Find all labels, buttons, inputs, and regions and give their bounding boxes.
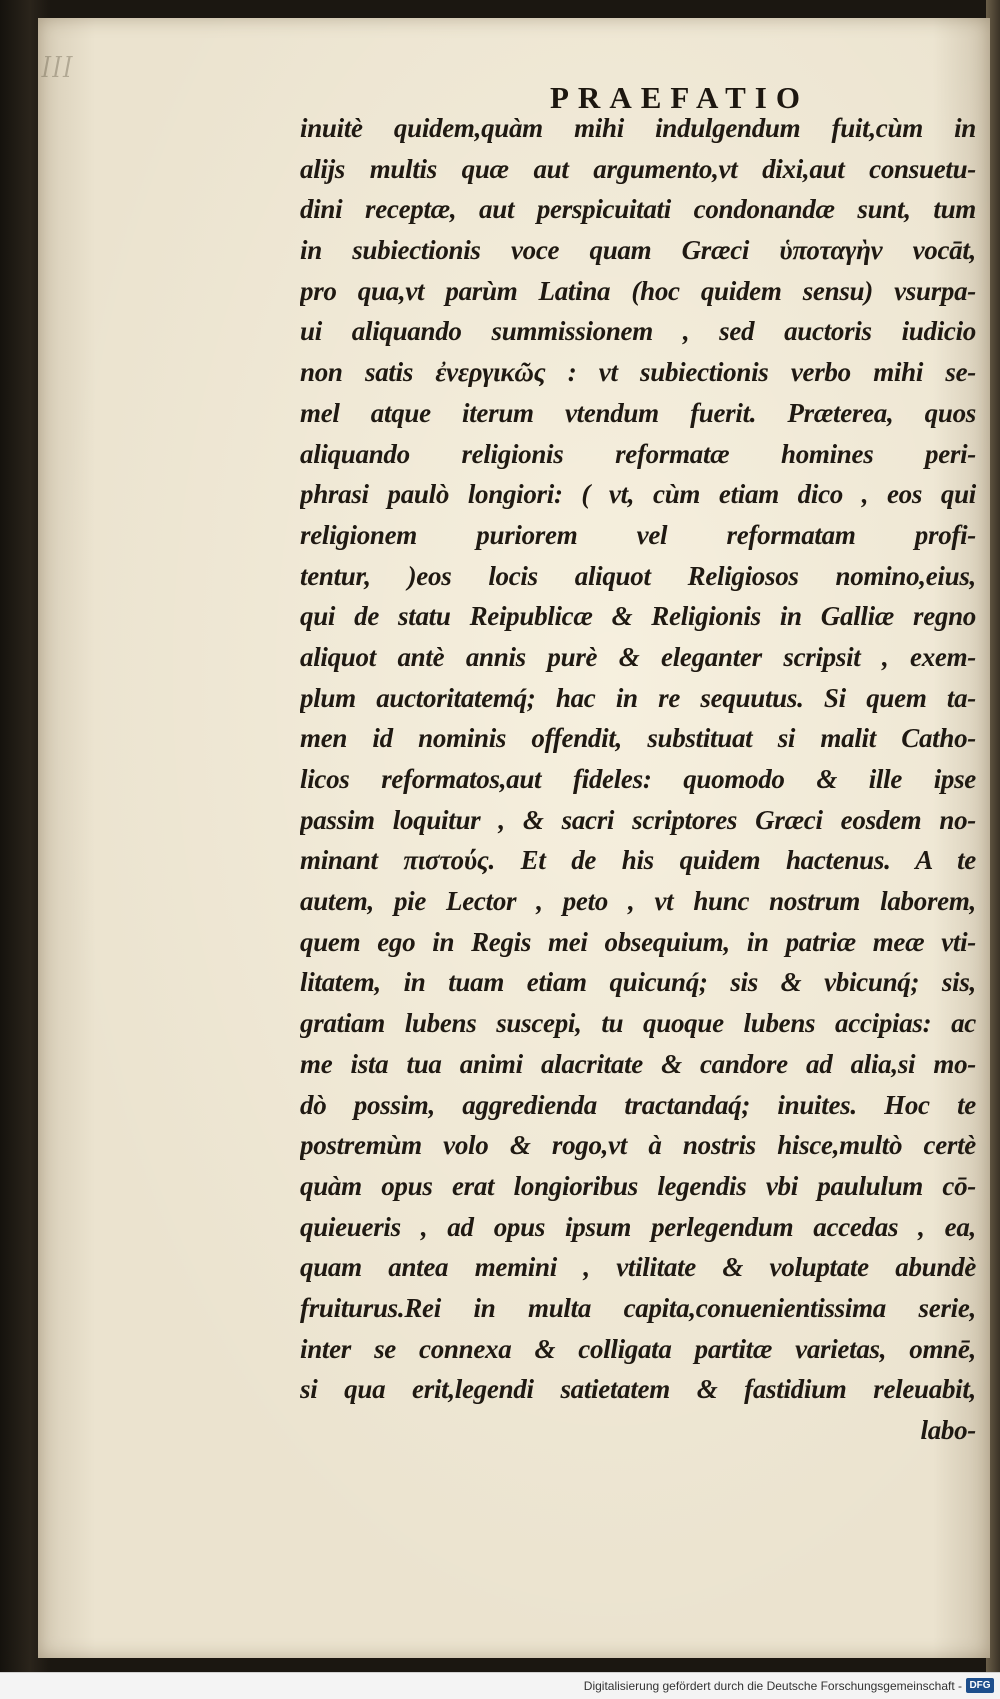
text-line: passim loquitur , & sacri scriptores Græci eosdem no- [300, 804, 976, 835]
text-line: quieueris , ad opus ipsum perlegendum accedas , ea, [300, 1211, 976, 1242]
text-line: non satis ἐνεργικῶς : vt subiectionis verbo mihi se- [300, 357, 976, 388]
text-line: quam antea memini , vtilitate & voluptate abundè [300, 1252, 976, 1283]
text-line: gratiam lubens suscepi, tu quoque lubens accipias: ac [300, 1008, 976, 1039]
text-line: aliјs multis quæ aut argumento,vt dixi,aut consuetu- [300, 153, 976, 184]
text-line: licos reformatos,aut fideles: quomodo & ille ipse [300, 764, 976, 794]
text-line: postremùm volo & rogo,vt à nostris hisce,multò certè [300, 1130, 976, 1161]
text-line: mel atque iterum vtendum fuerit. Præterea, quos [300, 397, 976, 428]
text-line: religionem puriorem vel reformatam profi- [300, 519, 976, 550]
text-line: quem ego in Regis mei obsequium, in patriæ meæ vti- [300, 926, 976, 957]
text-line: si qua erit,legendi satietatem & fastidium releuabit, [300, 1374, 976, 1405]
footer-credit: Digitalisierung gefördert durch die Deutsche Forschungsgemeinschaft - [583, 1679, 962, 1693]
text-line: men id nominis offendit, substituat si malit Catho- [300, 723, 976, 754]
text-line: litatem, in tuam etiam quicunq́; sis & vbicunq́; sis, [300, 967, 976, 998]
footer-bar [0, 1672, 1000, 1699]
text-line: me ista tua animi alacritate & candore ad alia,si mo- [300, 1048, 976, 1079]
text-line: in subiectionis voce quam Græci ὑποταγὴν vocāt, [300, 235, 976, 266]
text-line: inter se connexa & colligata partitæ varietas, omnē, [300, 1333, 976, 1364]
text-line: phrasi paulò longiori: ( vt, cùm etiam dico , eos qui [300, 479, 976, 510]
running-head: PRAEFATIO [550, 80, 809, 115]
text-line: fruiturus.Rei in multa capita,conuenientissima serie, [300, 1292, 976, 1323]
text-line: tentur, )eos locis aliquot Religiosos nomino,eius, [300, 560, 976, 591]
text-line: inuitè quidem,quàm mihi indulgendum fuit,cùm in [300, 113, 976, 143]
text-line: autem, pie Lector , peto , vt hunc nostrum laborem, [300, 886, 976, 917]
body-text [300, 108, 976, 1648]
dfg-logo[interactable]: DFG [966, 1678, 994, 1693]
text-line: qui de statu Reipublicæ & Religionis in Galliæ regno [300, 601, 976, 632]
catchword: labo- [920, 1415, 976, 1445]
text-line: pro qua,vt parùm Latina (hoc quidem sensu) vsurpa- [300, 275, 976, 306]
text-line: aliquot antè annis purè & eleganter scripsit , exem- [300, 641, 976, 672]
text-line: aliquando religionis reformatæ homines peri- [300, 438, 976, 469]
text-line: quàm opus erat longioribus legendis vbi paululum cō- [300, 1170, 976, 1201]
text-line: dini receptæ, aut perspicuitati condonandæ sunt, tum [300, 194, 976, 225]
text-line: dò possim, aggrediendа tractandaq́; inuites. Hoc te [300, 1089, 976, 1120]
bleed-through-mark: ꟾꟾꟾ [42, 58, 75, 83]
text-line: plum auctoritatemq́; hac in re sequutus. Si quem ta- [300, 682, 976, 713]
text-line: ui aliquando summissionem , sed auctoris iudicio [300, 316, 976, 347]
text-line: minant πιστούς. Et de his quidem hactenus. A te [300, 845, 976, 876]
